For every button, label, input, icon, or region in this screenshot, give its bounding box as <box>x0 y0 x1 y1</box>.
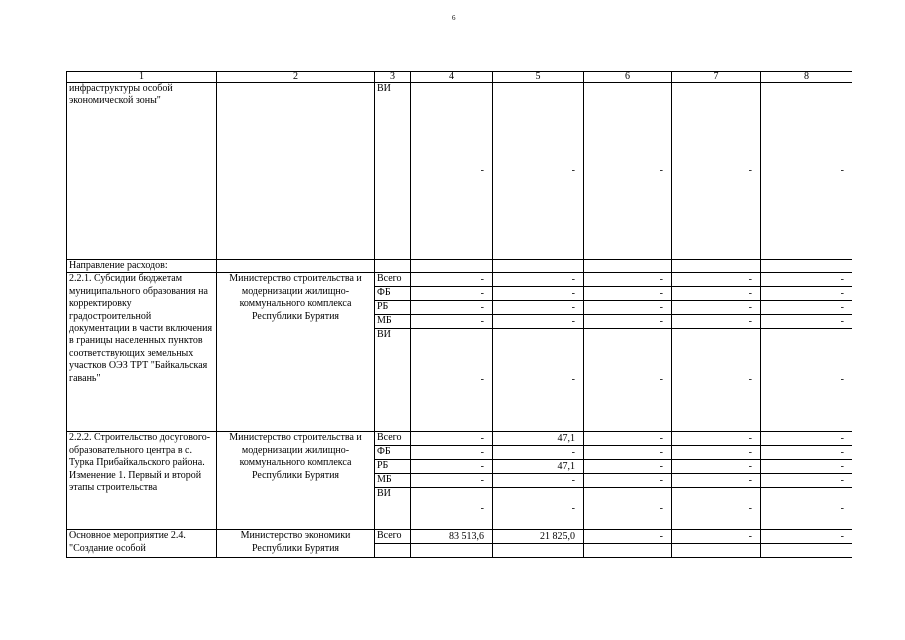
value-cell: - <box>584 83 672 260</box>
value-cell: - <box>761 474 853 488</box>
value-cell: - <box>411 329 493 432</box>
column-header: 8 <box>761 72 853 83</box>
funding-source: ФБ <box>375 446 411 460</box>
table-row <box>67 273 853 287</box>
value-cell: - <box>584 530 672 544</box>
value-cell: - <box>493 488 584 530</box>
budget-table <box>66 71 852 558</box>
column-header: 5 <box>493 72 584 83</box>
value-cell: - <box>672 460 761 474</box>
value-cell: - <box>493 474 584 488</box>
empty-cell <box>411 544 493 558</box>
empty-cell <box>411 260 493 273</box>
value-cell: - <box>761 287 853 301</box>
value-cell: - <box>584 273 672 287</box>
value-cell: - <box>411 488 493 530</box>
empty-cell <box>493 544 584 558</box>
budget-table-wrapper <box>66 71 852 562</box>
value-cell: - <box>493 315 584 329</box>
value-cell: - <box>761 460 853 474</box>
funding-source: РБ <box>375 301 411 315</box>
value-cell: - <box>584 432 672 446</box>
value-cell: - <box>761 432 853 446</box>
table-row <box>67 83 853 260</box>
executor-cell: Министерство строительства и модернизации жилищно-коммунального комплекса Республики Бурятия <box>217 273 375 432</box>
executor-cell: Министерство экономики Республики Бурятия <box>217 530 375 558</box>
table-row <box>67 432 853 446</box>
empty-cell <box>493 260 584 273</box>
value-cell: - <box>493 273 584 287</box>
value-cell: - <box>584 301 672 315</box>
empty-cell <box>375 544 411 558</box>
empty-cell <box>672 260 761 273</box>
value-cell: - <box>672 83 761 260</box>
value-cell: - <box>761 83 853 260</box>
activity-name: Основное мероприятие 2.4. "Создание особой <box>67 530 217 558</box>
value-cell: - <box>411 446 493 460</box>
value-cell: - <box>761 530 853 544</box>
funding-source: Всего <box>375 432 411 446</box>
value-cell: - <box>761 329 853 432</box>
value-cell: - <box>672 287 761 301</box>
value-cell: - <box>493 287 584 301</box>
value-cell: - <box>584 460 672 474</box>
value-cell: - <box>584 287 672 301</box>
value-cell: - <box>411 273 493 287</box>
value-cell: - <box>584 446 672 460</box>
funding-source: ВИ <box>375 83 411 260</box>
value-cell: - <box>584 315 672 329</box>
column-header: 6 <box>584 72 672 83</box>
value-cell: - <box>584 329 672 432</box>
value-cell: - <box>411 301 493 315</box>
value-cell: - <box>672 432 761 446</box>
column-number-row <box>67 72 853 83</box>
table-row <box>67 530 853 544</box>
empty-cell <box>672 544 761 558</box>
value-cell: - <box>672 329 761 432</box>
section-row <box>67 260 853 273</box>
funding-source: ВИ <box>375 329 411 432</box>
value-cell: 47,1 <box>493 460 584 474</box>
empty-cell <box>584 544 672 558</box>
value-cell: - <box>411 287 493 301</box>
empty-cell <box>761 544 853 558</box>
value-cell: - <box>761 446 853 460</box>
funding-source: ФБ <box>375 287 411 301</box>
funding-source: Всего <box>375 273 411 287</box>
value-cell: - <box>672 273 761 287</box>
value-cell: - <box>493 301 584 315</box>
funding-source: Всего <box>375 530 411 544</box>
value-cell: - <box>411 432 493 446</box>
funding-source: РБ <box>375 460 411 474</box>
value-cell: - <box>493 446 584 460</box>
value-cell: - <box>672 488 761 530</box>
empty-cell <box>761 260 853 273</box>
page-number: 6 <box>452 14 456 22</box>
value-cell: 47,1 <box>493 432 584 446</box>
activity-name: 2.2.2. Строительство досугового-образовательного центра в с. Турка Прибайкальского района. Изменение 1. Первый и второй этапы строительства <box>67 432 217 530</box>
value-cell: - <box>672 446 761 460</box>
funding-source: МБ <box>375 315 411 329</box>
value-cell: - <box>411 474 493 488</box>
executor-cell: Министерство строительства и модернизации жилищно-коммунального комплекса Республики Бурятия <box>217 432 375 530</box>
value-cell: - <box>761 273 853 287</box>
value-cell: - <box>584 488 672 530</box>
value-cell: - <box>493 83 584 260</box>
empty-cell <box>217 260 375 273</box>
empty-cell <box>584 260 672 273</box>
value-cell: - <box>411 315 493 329</box>
direction-label: Направление расходов: <box>67 260 217 273</box>
value-cell: - <box>672 301 761 315</box>
executor-cell <box>217 83 375 260</box>
value-cell: - <box>761 488 853 530</box>
value-cell: - <box>672 530 761 544</box>
column-header: 7 <box>672 72 761 83</box>
value-cell: - <box>761 315 853 329</box>
funding-source: ВИ <box>375 488 411 530</box>
value-cell: - <box>493 329 584 432</box>
column-header: 4 <box>411 72 493 83</box>
value-cell: - <box>411 83 493 260</box>
activity-name: 2.2.1. Субсидии бюджетам муниципального образования на корректировку градостроительной документации в части включения в границы населенных пунктов соответствующих земельных участков ОЭЗ ТРТ "Байкальская гавань" <box>67 273 217 432</box>
activity-name: инфраструктуры особой экономической зоны" <box>67 83 217 260</box>
column-header: 1 <box>67 72 217 83</box>
value-cell: - <box>411 460 493 474</box>
value-cell: 21 825,0 <box>493 530 584 544</box>
empty-cell <box>375 260 411 273</box>
value-cell: 83 513,6 <box>411 530 493 544</box>
value-cell: - <box>672 474 761 488</box>
column-header: 3 <box>375 72 411 83</box>
value-cell: - <box>584 474 672 488</box>
column-header: 2 <box>217 72 375 83</box>
funding-source: МБ <box>375 474 411 488</box>
value-cell: - <box>672 315 761 329</box>
value-cell: - <box>761 301 853 315</box>
